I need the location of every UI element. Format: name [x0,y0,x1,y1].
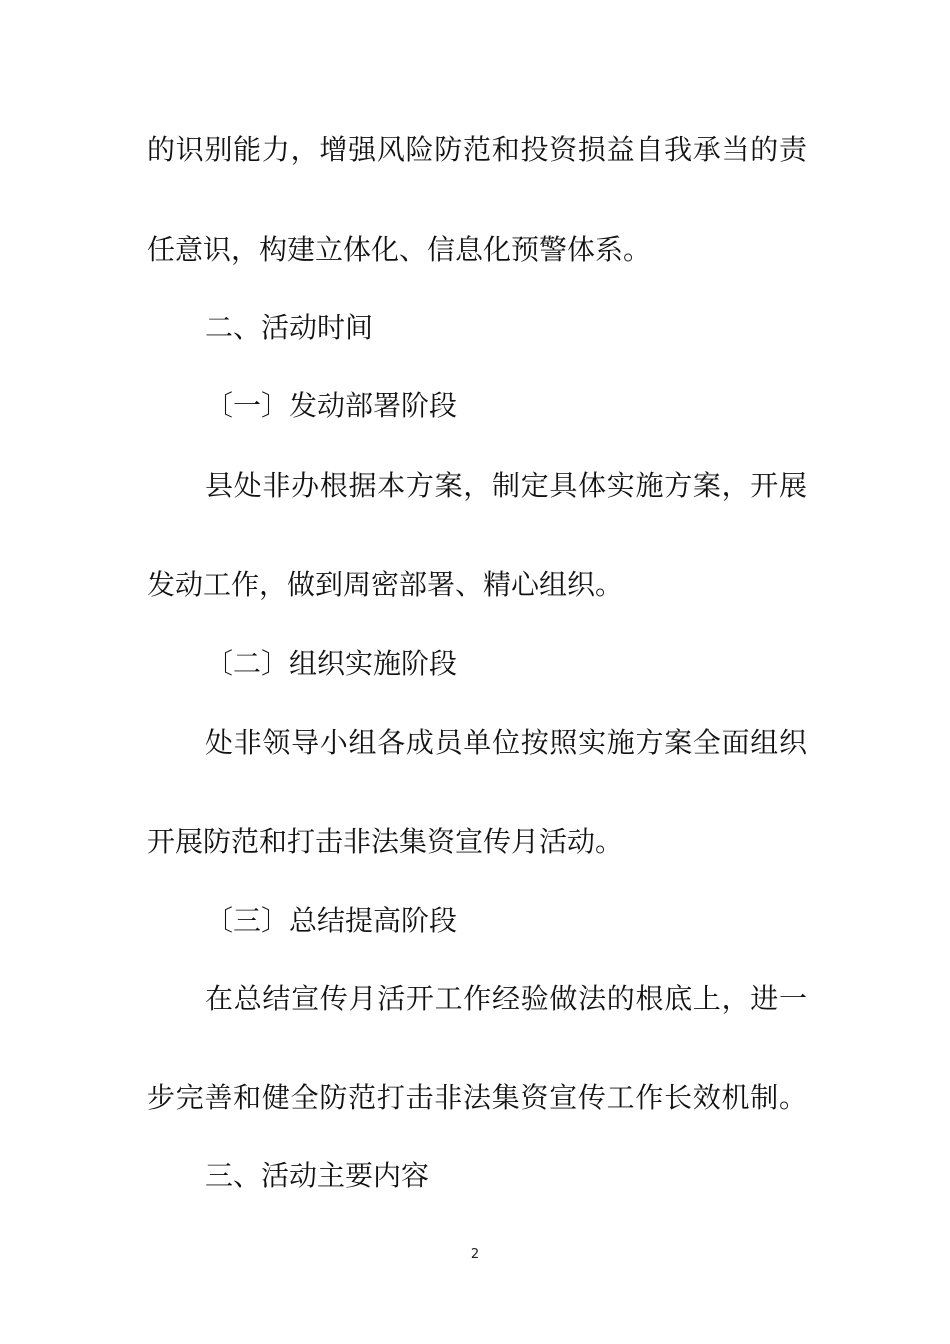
paragraph-line: 开展防范和打击非法集资宣传月活动。 [147,825,624,858]
paragraph-line: 发动工作，做到周密部署、精心组织。 [147,568,624,601]
page-number: 2 [470,1247,480,1262]
paragraph-line: 在总结宣传月活开工作经验做法的根底上，进一 [205,982,807,1015]
subsection-heading: 〔一〕发动部署阶段 [205,389,458,422]
paragraph-line: 处非领导小组各成员单位按照实施方案全面组织 [205,726,807,759]
paragraph-line: 县处非办根据本方案，制定具体实施方案，开展 [205,469,807,502]
subsection-heading: 〔二〕组织实施阶段 [205,647,458,680]
section-heading: 三、活动主要内容 [205,1159,430,1192]
paragraph-line: 步完善和健全防范打击非法集资宣传工作长效机制。 [147,1081,807,1114]
subsection-heading: 〔三〕总结提高阶段 [205,904,458,937]
paragraph-line: 的识别能力，增强风险防范和投资损益自我承当的责 [147,133,807,166]
paragraph-line: 任意识，构建立体化、信息化预警体系。 [147,233,652,266]
section-heading: 二、活动时间 [205,311,374,344]
